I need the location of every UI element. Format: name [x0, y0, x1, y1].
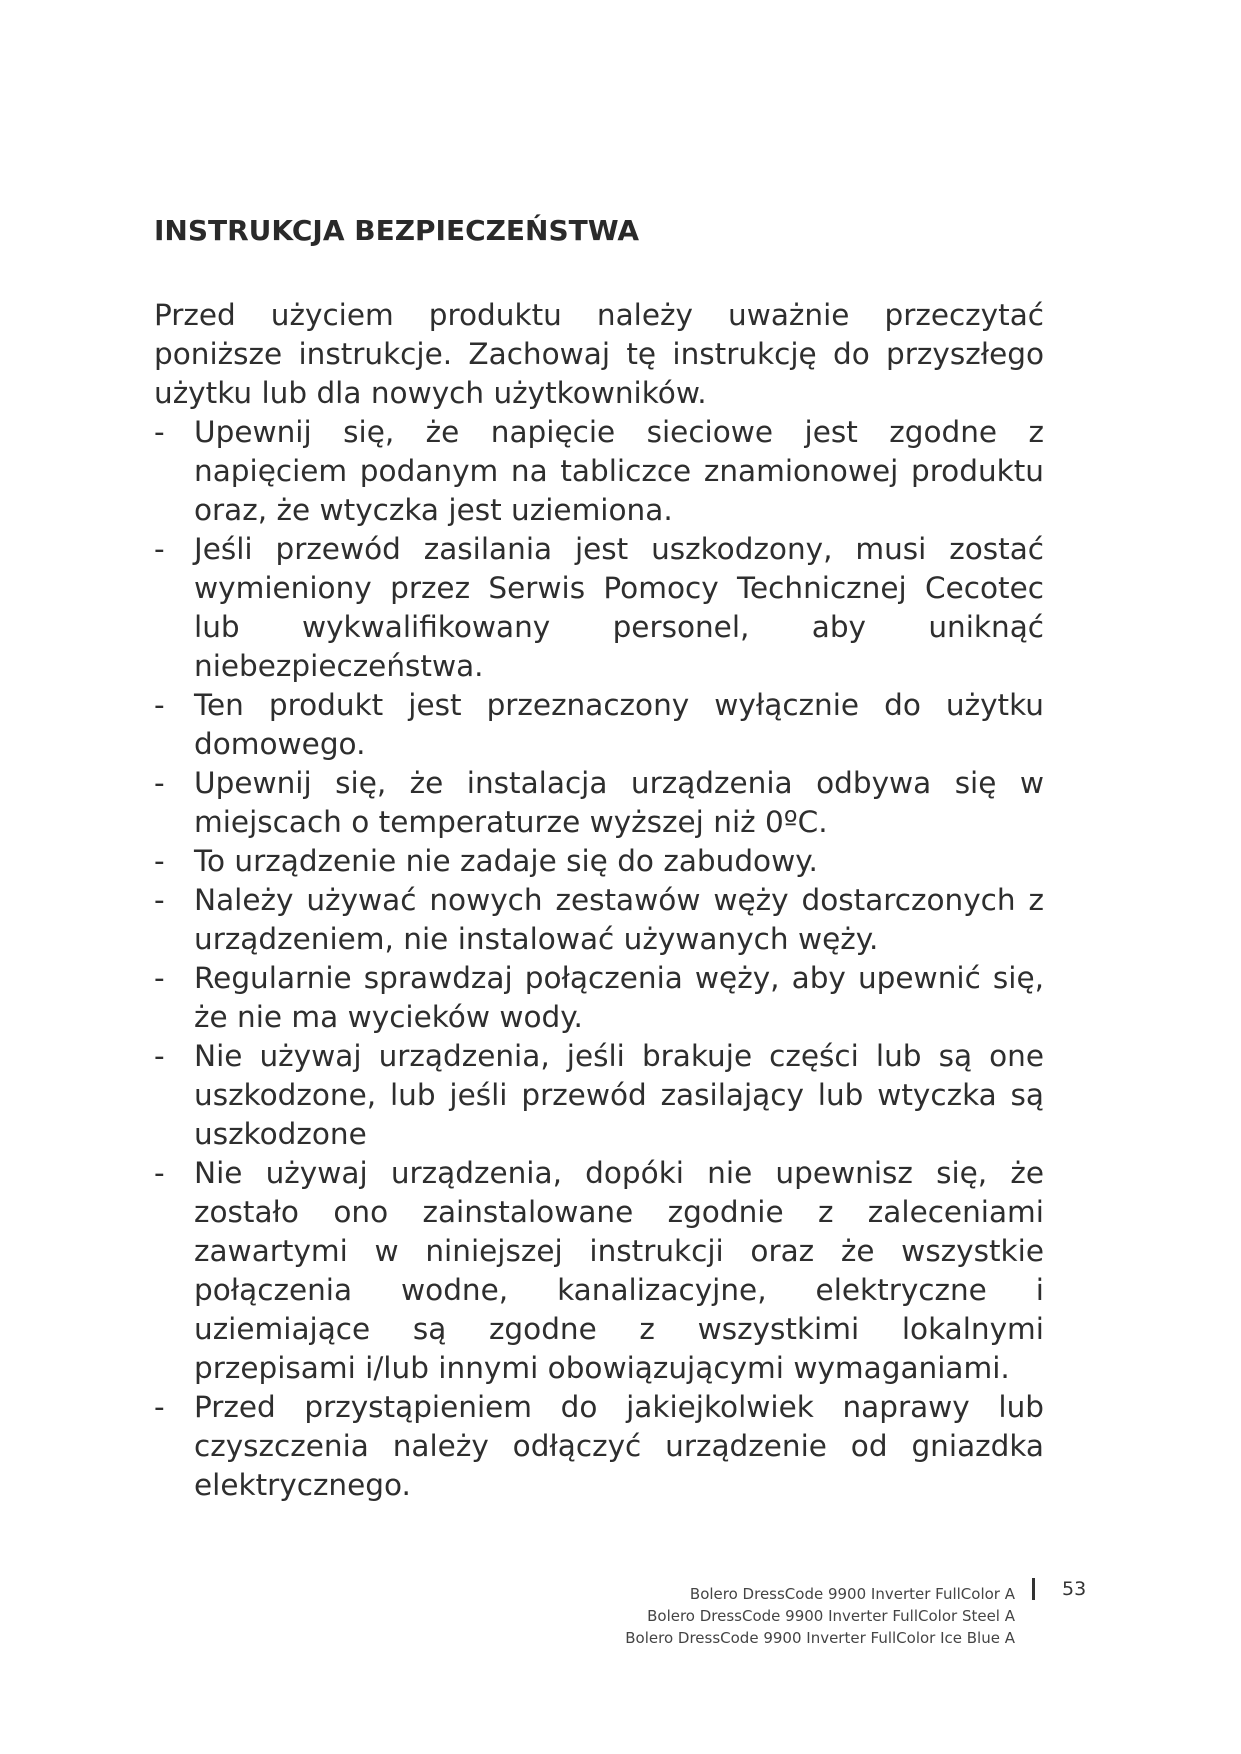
bullet-text: Nie używaj urządzenia, jeśli brakuje części lub są one uszkodzone, lub jeśli przewód zasilający lub wtyczka są uszkodzone	[194, 1039, 1044, 1151]
bullet-text: Nie używaj urządzenia, dopóki nie upewnisz się, że zostało ono zainstalowane zgodnie z zaleceniami zawartymi w niniejszej instrukcji oraz że wszystkie połączenia wodne, kanalizacyjne, elektryczne i uziemiające są zgodne z wszystkimi lokalnymi przepisami i/lub innymi obowiązującymi wymaganiami.	[194, 1156, 1044, 1385]
bullet-text: Upewnij się, że napięcie sieciowe jest zgodne z napięciem podanym na tabliczce znamionowej produktu oraz, że wtyczka jest uziemiona.	[194, 415, 1044, 527]
page-number: 53	[1062, 1578, 1087, 1600]
bullet-text: Przed przystąpieniem do jakiejkolwiek naprawy lub czyszczenia należy odłączyć urządzenie od gniazdka elektrycznego.	[194, 1390, 1044, 1502]
bullet-dash: -	[154, 844, 165, 878]
list-item	[154, 881, 1044, 959]
bullet-dash: -	[154, 532, 165, 566]
list-item	[154, 530, 1044, 686]
bullet-dash: -	[154, 1039, 165, 1073]
list-item	[154, 959, 1044, 1037]
footer-model-name: Bolero DressCode 9900 Inverter FullColor A	[689, 1585, 1015, 1603]
bullet-text: To urządzenie nie zadaje się do zabudowy.	[194, 844, 818, 878]
footer-model-name: Bolero DressCode 9900 Inverter FullColor Ice Blue A	[625, 1629, 1015, 1647]
bullet-text: Regularnie sprawdzaj połączenia węży, aby upewnić się, że nie ma wycieków wody.	[194, 961, 1044, 1034]
list-item	[154, 1037, 1044, 1154]
bullet-text: Ten produkt jest przeznaczony wyłącznie do użytku domowego.	[194, 688, 1044, 761]
footer-model-name: Bolero DressCode 9900 Inverter FullColor Steel A	[647, 1607, 1015, 1625]
list-item	[154, 413, 1044, 530]
bullet-dash: -	[154, 766, 165, 800]
list-item	[154, 686, 1044, 764]
intro-paragraph: Przed użyciem produktu należy uważnie przeczytać poniższe instrukcje. Zachowaj tę instrukcję do przyszłego użytku lub dla nowych użytkowników.	[154, 298, 1044, 410]
bullet-dash: -	[154, 1156, 165, 1190]
footer-model-list	[625, 1583, 1015, 1649]
list-item	[154, 1154, 1044, 1388]
bullet-dash: -	[154, 688, 165, 722]
list-item	[154, 1388, 1044, 1505]
footer-divider	[1032, 1578, 1035, 1600]
list-item	[154, 764, 1044, 842]
bullet-dash: -	[154, 961, 165, 995]
bullet-text: Jeśli przewód zasilania jest uszkodzony, musi zostać wymieniony przez Serwis Pomocy Technicznej Cecotec lub wykwalifikowany personel, aby uniknąć niebezpieczeństwa.	[194, 532, 1044, 683]
bullet-dash: -	[154, 1390, 165, 1424]
list-item	[154, 842, 1044, 881]
bullet-text: Upewnij się, że instalacja urządzenia odbywa się w miejscach o temperaturze wyższej niż 0ºC.	[194, 766, 1044, 839]
bullet-dash: -	[154, 883, 165, 917]
bullet-list	[154, 413, 1044, 1505]
safety-instructions	[154, 296, 1044, 1505]
page-title: INSTRUKCJA BEZPIECZEŃSTWA	[154, 214, 640, 247]
bullet-text: Należy używać nowych zestawów węży dostarczonych z urządzeniem, nie instalować używanych węży.	[194, 883, 1044, 956]
bullet-dash: -	[154, 415, 165, 449]
